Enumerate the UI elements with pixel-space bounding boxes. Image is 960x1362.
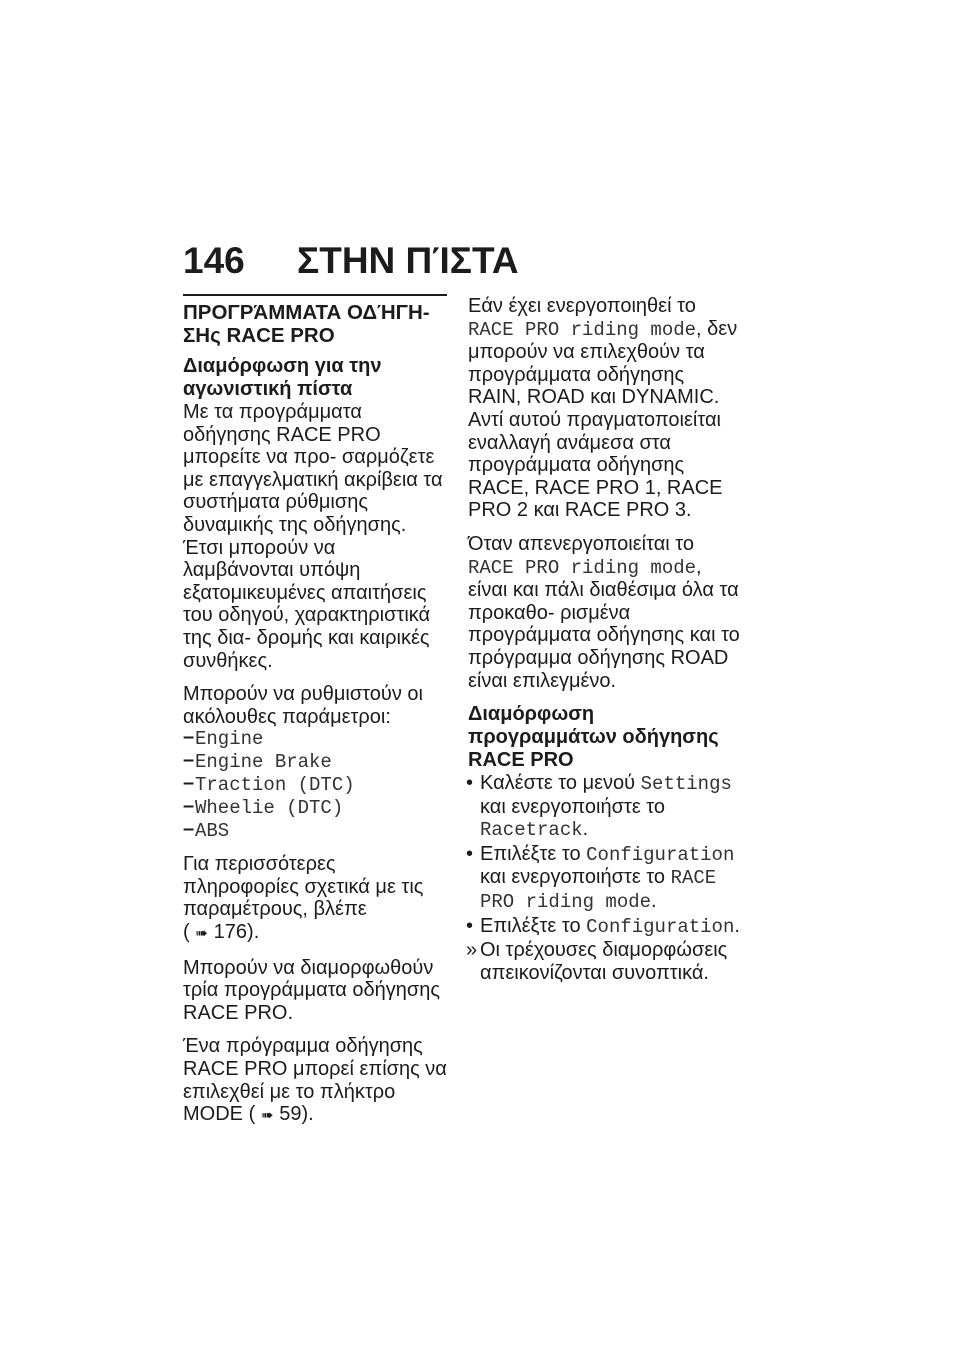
list-item: – Wheelie (DTC) [183, 797, 447, 820]
page-reference-arrow-icon: ➠ [260, 1107, 274, 1125]
chapter-title: ΣΤΗΝ ΠΊΣΤΑ [297, 240, 519, 281]
page-reference[interactable]: 176). [213, 921, 260, 944]
list-item: » Οι τρέχουσες διαμορφώσεις απεικονίζονται συνοπτικά. [466, 939, 728, 984]
page-reference-arrow-icon: ➠ [195, 925, 208, 943]
page-number: 146 [183, 240, 245, 281]
list-item: • Καλέστε το μενού Settings και ενεργοποιήστε το Racetrack. [466, 772, 732, 842]
right-column [468, 295, 743, 985]
deactivation-paragraph: Όταν απενεργοποιείται το RACE PRO riding mode, είναι και πάλι διαθέσιμα όλα τα προκαθο- ρισμένα προγράμματα οδήγησης και το πρόγραμμα οδήγησης ROAD είναι επιλεγμένο. [468, 532, 740, 692]
page-header [183, 240, 519, 282]
list-item: – ABS [183, 820, 447, 843]
list-item: – Engine [183, 728, 447, 751]
procedure-steps [468, 772, 743, 984]
page-reference[interactable]: 59). [279, 1103, 314, 1126]
list-item: – Engine Brake [183, 751, 447, 774]
list-item: • Επιλέξτε το Configuration. [466, 914, 740, 938]
configure-paragraph: Μπορούν να διαμορφωθούν τρία προγράμματα οδήγησης RACE PRO. [183, 956, 441, 1024]
more-info-paragraph: Για περισσότερες πληροφορίες σχετικά με τις παραμέτρους, βλέπε ( ➠ 176). [183, 853, 447, 945]
intro-paragraph: Με τα προγράμματα οδήγησης RACE PRO μπορείτε να προ- σαρμόζετε με επαγγελματική ακρίβεια τα συστήματα ρύθμισης δυναμικής της οδήγησης. Έτσι μπορούν να λαμβάνονται υπόψη εξατομικευμένες απαιτήσεις του οδηγού, χαρακτηριστικά της δια- δρομής και καιρικές συνθήκες. [183, 401, 443, 672]
section-title: ΠΡΟΓΡΆΜΜΑΤΑ ΟΔΉΓΗ- ΣΗς RACE PRO [183, 301, 430, 347]
left-column [183, 295, 447, 1139]
list-item: – Traction (DTC) [183, 774, 447, 797]
params-intro: Μπορούν να ρυθμιστούν οι ακόλουθες παράμετροι: [183, 683, 423, 728]
list-item: • Επιλέξτε το Configuration και ενεργοποιήστε το RACE PRO riding mode. [466, 842, 735, 914]
parameter-list [183, 728, 447, 842]
subsection-title: Διαμόρφωση για την αγωνιστική πίστα [183, 355, 382, 400]
subsection-title: Διαμόρφωση προγραμμάτων οδήγησης RACE PRO [468, 703, 719, 772]
mode-button-paragraph: Ένα πρόγραμμα οδήγησης RACE PRO μπορεί επίσης να επιλεχθεί με το πλήκτρο MODE ( ➠ 59). [183, 1035, 447, 1127]
activation-paragraph: Εάν έχει ενεργοποιηθεί το RACE PRO riding mode, δεν μπορούν να επιλεχθούν τα προγράμματα οδήγησης RAIN, ROAD και DYNAMIC. Αντί αυτού πραγματοποιείται εναλλαγή ανάμεσα στα προγράμματα οδήγησης RACE, RACE PRO 1, RACE PRO 2 και RACE PRO 3. [468, 295, 738, 522]
